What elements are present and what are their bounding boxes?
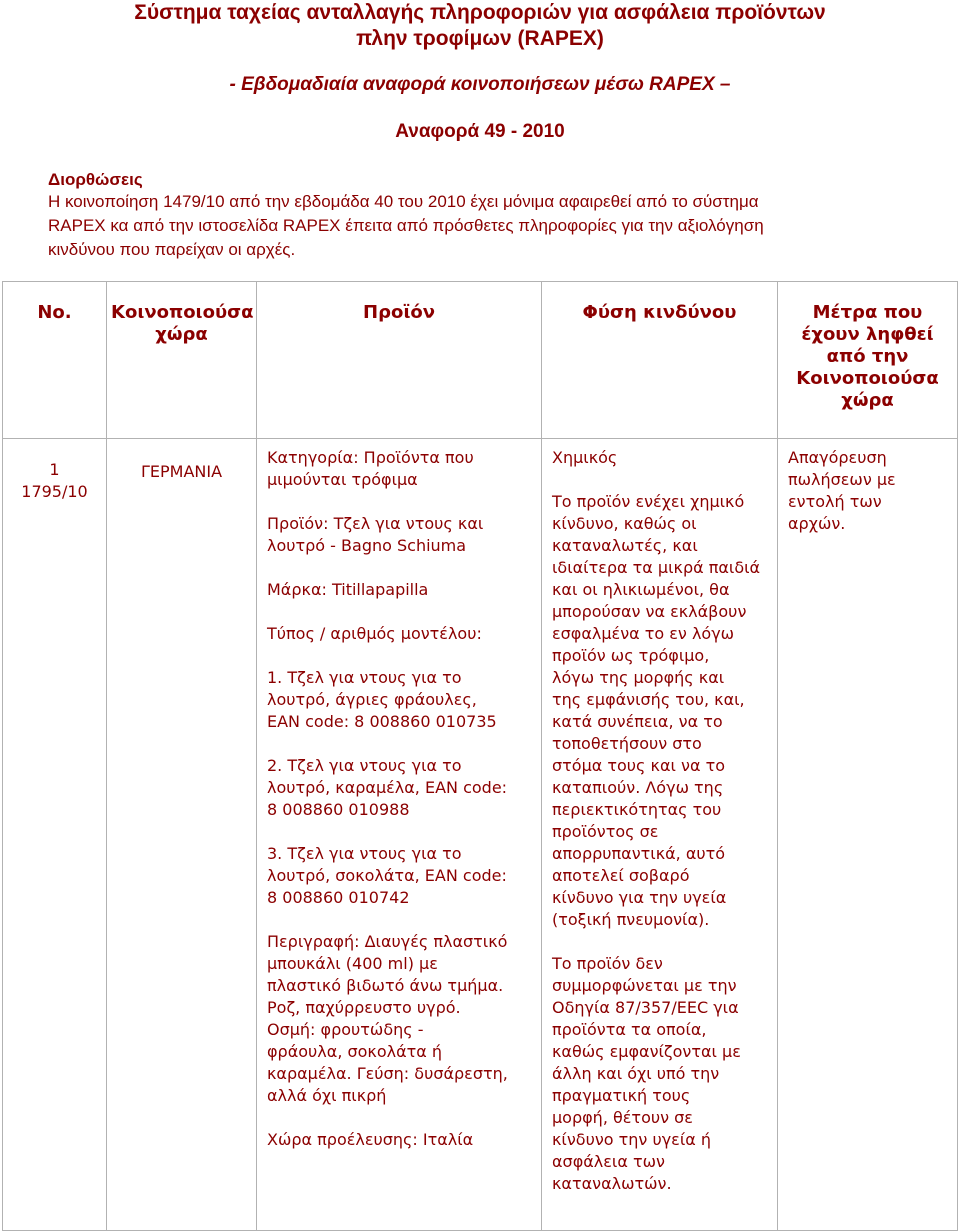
product-paragraph <box>267 1129 533 1151</box>
product-paragraph <box>267 667 533 733</box>
text-line: Ροζ, παχύρρευστο υγρό. <box>267 998 461 1017</box>
title-line-2: πλην τροφίμων (RAPEX) <box>356 27 604 50</box>
notifying-country: ΓΕΡΜΑΝΙΑ <box>140 462 223 481</box>
text-line: καθώς εμφανίζονται με <box>552 1042 741 1061</box>
text-line: Το προϊόν δεν <box>552 954 663 973</box>
text-line: αποτελεί σοβαρό <box>552 866 690 885</box>
paragraph-gap <box>267 1107 533 1129</box>
corrections-line: κινδύνου που παρείχαν οι αρχές. <box>48 240 296 259</box>
text-line: Μάρκα: Titillapapilla <box>267 580 429 599</box>
text-line: 3. Τζελ για ντους για το <box>267 844 462 863</box>
header-product: Προϊόν <box>257 282 542 439</box>
text-line: 8 008860 010742 <box>267 888 410 907</box>
cell-country <box>107 439 257 1231</box>
text-line: 1. Τζελ για ντους για το <box>267 668 462 687</box>
corrections-text <box>48 190 908 262</box>
cell-product <box>257 439 542 1231</box>
text-line: Χώρα προέλευσης: Ιταλία <box>267 1130 474 1149</box>
header-no: No. <box>3 282 107 439</box>
text-line: συμμορφώνεται με την <box>552 976 737 995</box>
hazard-paragraph <box>552 953 771 1195</box>
corrections-heading: Διορθώσεις <box>48 170 143 189</box>
text-line: μπουκάλι (400 ml) με <box>267 954 438 973</box>
text-line: λουτρό, καραμέλα, EAN code: <box>267 778 508 797</box>
product-paragraph <box>267 447 533 491</box>
text-line: και οι ηλικιωμένοι, θα <box>552 580 730 599</box>
paragraph-gap <box>267 557 533 579</box>
text-line: μπορούσαν να εκλάβουν <box>552 602 747 621</box>
text-line: στόμα τους και να το <box>552 756 725 775</box>
paragraph-gap <box>267 909 533 931</box>
cell-measures <box>778 439 958 1231</box>
text-line: κατά συνέπεια, να το <box>552 712 723 731</box>
text-line: κίνδυνο, καθώς οι <box>552 514 697 533</box>
notifications-table <box>2 281 958 1231</box>
text-line: Περιγραφή: Διαυγές πλαστικό <box>267 932 508 951</box>
text-line: προϊόντα τα οποία, <box>552 1020 707 1039</box>
text-line: Κατηγορία: Προϊόντα που <box>267 448 474 467</box>
text-line: τοποθετήσουν στο <box>552 734 702 753</box>
corrections-line: RAPEX κα από την ιστοσελίδα RAPEX έπειτα από πρόσθετες πληροφορίες για την αξιολόγηση <box>48 216 764 235</box>
title-line-1: Σύστημα ταχείας ανταλλαγής πληροφοριών για ασφάλεια προϊόντων <box>134 1 826 24</box>
text-line: Προϊόν: Τζελ για ντους και <box>267 514 484 533</box>
text-line: περιεκτικότητας του <box>552 800 722 819</box>
product-paragraph <box>267 579 533 601</box>
text-line: μιμούνται τρόφιμα <box>267 470 418 489</box>
table-row <box>3 439 958 1231</box>
text-line: λουτρό - Bagno Schiuma <box>267 536 467 555</box>
text-line: της εμφάνισής του, και, <box>552 690 745 709</box>
text-line: κίνδυνο την υγεία ή <box>552 1130 711 1149</box>
text-line: άλλη και όχι υπό την <box>552 1064 720 1083</box>
text-line: καταναλωτών. <box>552 1174 672 1193</box>
report-number: Αναφορά 49 - 2010 <box>395 121 565 142</box>
text-line: λόγω της μορφής και <box>552 668 725 687</box>
text-line: πραγματική τους <box>552 1086 691 1105</box>
cell-number <box>3 439 107 1231</box>
text-line: ιδιαίτερα τα μικρά παιδιά <box>552 558 761 577</box>
text-line: προϊόν ως τρόφιμο, <box>552 646 710 665</box>
product-paragraph <box>267 513 533 557</box>
text-line: EAN code: 8 008860 010735 <box>267 712 497 731</box>
text-line: 8 008860 010988 <box>267 800 410 819</box>
product-paragraph <box>267 843 533 909</box>
text-line: (τοξική πνευμονία). <box>552 910 710 929</box>
text-line: Οδηγία 87/357/ΕΕC για <box>552 998 739 1017</box>
paragraph-gap <box>267 601 533 623</box>
text-line: Χημικός <box>552 448 618 467</box>
hazard-paragraph <box>552 491 771 931</box>
text-line: φράουλα, σοκολάτα ή <box>267 1042 443 1061</box>
paragraph-gap <box>552 931 771 953</box>
text-line: 2. Τζελ για ντους για το <box>267 756 462 775</box>
measures-line: πωλήσεων με <box>788 470 896 489</box>
table-header-row <box>3 282 958 439</box>
measures-line: εντολή των <box>788 492 882 511</box>
row-index: 1 <box>49 460 60 479</box>
text-line: πλαστικό βιδωτό άνω τμήμα. <box>267 976 504 995</box>
notification-number: 1795/10 <box>21 482 88 501</box>
paragraph-gap <box>267 733 533 755</box>
text-line: μορφή, θέτουν σε <box>552 1108 693 1127</box>
paragraph-gap <box>267 491 533 513</box>
measures-line: Απαγόρευση <box>788 448 887 467</box>
text-line: αλλά όχι πικρή <box>267 1086 387 1105</box>
hazard-paragraph <box>552 447 771 469</box>
text-line: Οσμή: φρουτώδης - <box>267 1020 424 1039</box>
document-title <box>0 0 960 52</box>
text-line: καταναλωτές, και <box>552 536 698 555</box>
text-line: κίνδυνο για την υγεία <box>552 888 727 907</box>
text-line: Τύπος / αριθμός μοντέλου: <box>267 624 482 643</box>
header-hazard: Φύση κινδύνου <box>542 282 778 439</box>
product-paragraph <box>267 931 533 1107</box>
product-paragraph <box>267 623 533 645</box>
text-line: καταπιούν. Λόγω της <box>552 778 724 797</box>
text-line: προϊόντος σε <box>552 822 659 841</box>
text-line: λουτρό, άγριες φράουλες, <box>267 690 477 709</box>
paragraph-gap <box>267 645 533 667</box>
text-line: εσφαλμένα το εν λόγω <box>552 624 735 643</box>
paragraph-gap <box>552 469 771 491</box>
corrections-line: Η κοινοποίηση 1479/10 από την εβδομάδα 40 του 2010 έχει μόνιμα αφαιρεθεί από το σύστημα <box>48 192 759 211</box>
measures-line: αρχών. <box>788 514 846 533</box>
header-measures: Μέτρα που έχουν ληφθεί από την Κοινοποιούσα χώρα <box>778 282 958 439</box>
report-subtitle: - Εβδομαδιαία αναφορά κοινοποιήσεων μέσω RAPEX – <box>229 74 731 95</box>
paragraph-gap <box>267 821 533 843</box>
header-country: Κοινοποιούσα χώρα <box>107 282 257 439</box>
text-line: απορρυπαντικά, αυτό <box>552 844 726 863</box>
text-line: λουτρό, σοκολάτα, EAN code: <box>267 866 507 885</box>
text-line: καραμέλα. Γεύση: δυσάρεστη, <box>267 1064 508 1083</box>
text-line: Το προϊόν ενέχει χημικό <box>552 492 745 511</box>
product-paragraph <box>267 755 533 821</box>
cell-hazard <box>542 439 778 1231</box>
text-line: ασφάλεια των <box>552 1152 665 1171</box>
